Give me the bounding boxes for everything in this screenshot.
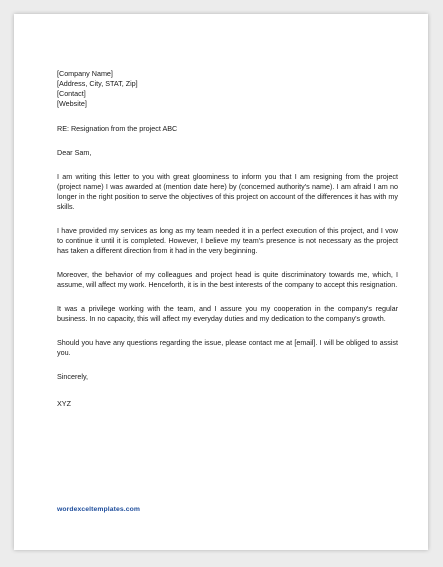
sender-address: [Address, City, STAT, Zip] <box>57 79 138 88</box>
salutation: Dear Sam, <box>57 148 92 157</box>
letter-body <box>57 69 398 409</box>
footer-website-link[interactable]: wordexceltemplates.com <box>57 506 141 513</box>
paragraph-contact: Should you have any questions regarding the issue, please contact me at [email]. I will be obliged to assist you. <box>57 338 398 357</box>
paragraph-intro: I am writing this letter to you with great gloominess to inform you that I am resigning from the project (project name) I was awarded at (mention date here) by (concerned authority's name). I am afraid I am no longer in the right position to serve the objectives of this project on account of the differences it has with my skills. <box>57 172 398 211</box>
letter-page <box>14 14 428 550</box>
subject-line: RE: Resignation from the project ABC <box>57 124 178 133</box>
sender-contact: [Contact] <box>57 89 86 98</box>
sender-website: [Website] <box>57 99 87 108</box>
paragraph-privilege: It was a privilege working with the team, and I assure you my cooperation in the company's regular business. In no capacity, this will affect my everyday duties and my dedication to the company's growth. <box>57 304 398 323</box>
paragraph-services: I have provided my services as long as my team needed it in a perfect execution of this project, and I vow to continue it until it is completed. However, I believe my team's presence is not necessary as the project has taken a different direction from it had in the very beginning. <box>57 226 398 255</box>
paragraph-behavior: Moreover, the behavior of my colleagues and project head is quite discriminatory towards me, which, I assume, will affect my work. Henceforth, it is in the best interests of the company to accept this resignation. <box>57 270 398 289</box>
signature: XYZ <box>57 399 71 408</box>
sender-company-name: [Company Name] <box>57 69 113 78</box>
closing: Sincerely, <box>57 372 89 381</box>
sender-address-block <box>57 69 398 109</box>
